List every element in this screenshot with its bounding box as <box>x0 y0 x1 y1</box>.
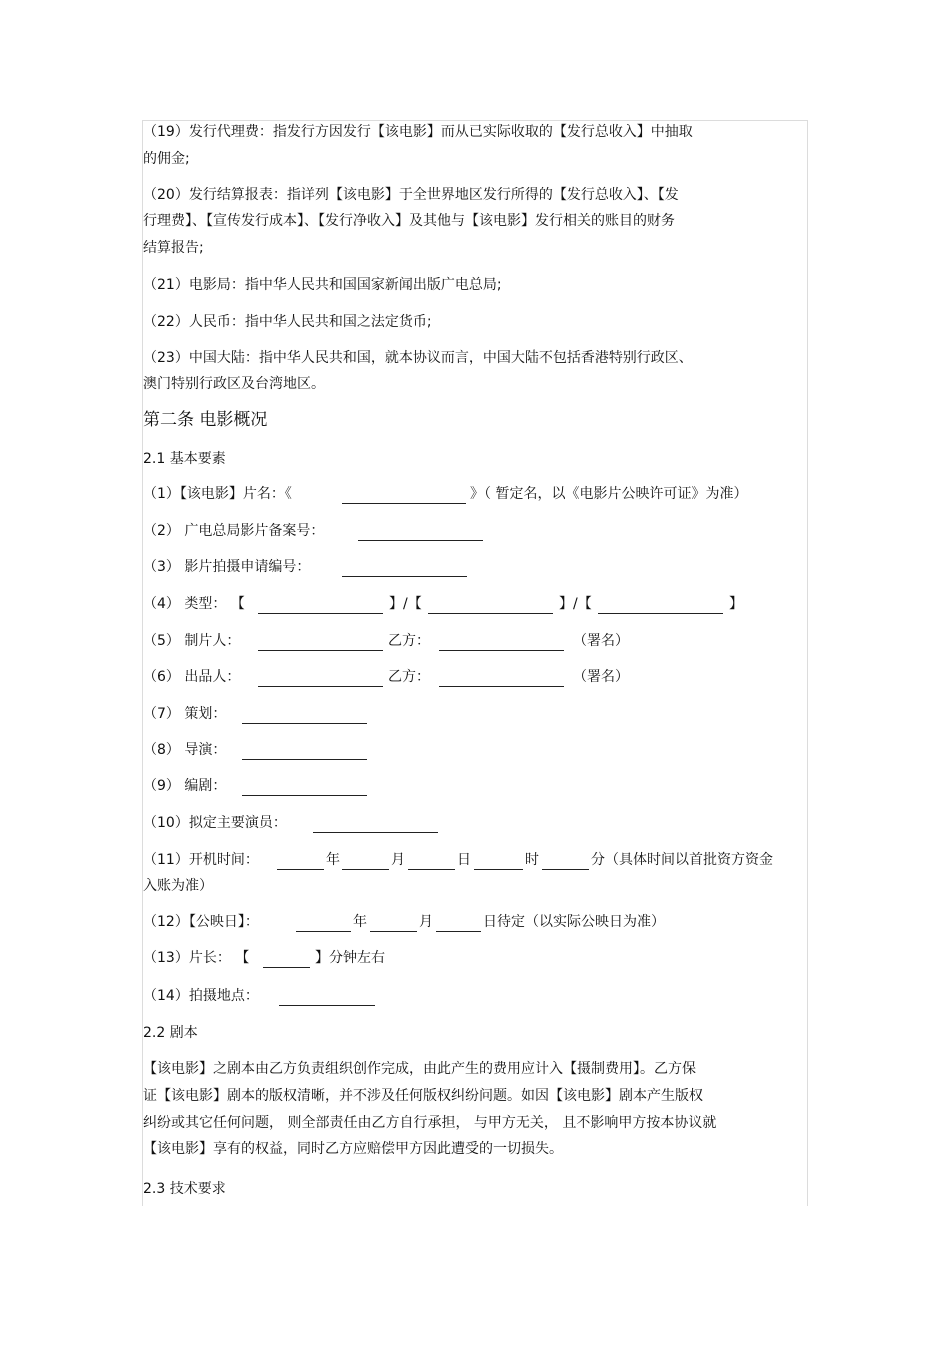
item-3-blank[interactable] <box>342 576 467 577</box>
item-10-blank[interactable] <box>313 832 438 833</box>
item-4-blank-1[interactable] <box>258 613 383 614</box>
section-2-3-heading: 2.3 技术要求 <box>143 1181 226 1197</box>
item-11-label: （11）开机时间： <box>143 852 259 868</box>
item-12-month-blank[interactable] <box>370 931 417 932</box>
item-2-label: （2） 广电总局影片备案号： <box>143 523 325 539</box>
item-10-label: （10）拟定主要演员： <box>143 815 287 831</box>
def-19-line1: （19）发行代理费：指发行方因发行【该电影】而从已实际收取的【发行总收入】中抽取 <box>143 124 693 140</box>
item-11-month-blank[interactable] <box>342 869 389 870</box>
item-11-note: 入账为准） <box>143 878 213 894</box>
def-20-line3: 结算报告; <box>143 240 204 256</box>
item-11-year-blank[interactable] <box>277 869 324 870</box>
item-7-blank[interactable] <box>242 723 367 724</box>
item-4-sep-2: 】/【 <box>559 596 592 612</box>
item-11-hour: 时 <box>525 852 539 868</box>
def-20-line1: （20）发行结算报表：指详列【该电影】于全世界地区发行所得的【发行总收入】、【发 <box>143 187 679 203</box>
item-6-blank-2[interactable] <box>439 686 564 687</box>
item-11-year: 年 <box>326 852 340 868</box>
item-14-label: （14）拍摄地点： <box>143 988 259 1004</box>
item-5-label: （5） 制片人： <box>143 633 241 649</box>
item-6-blank-1[interactable] <box>258 686 383 687</box>
item-12-year: 年 <box>353 914 367 930</box>
script-para-line4: 【该电影】享有的权益，同时乙方应赔偿甲方因此遭受的一切损失。 <box>143 1141 563 1157</box>
item-9-blank[interactable] <box>242 795 367 796</box>
item-13-blank[interactable] <box>263 967 310 968</box>
item-5-party-b: 乙方： <box>388 633 430 649</box>
item-12-month: 月 <box>419 914 433 930</box>
script-para-line3: 纠纷或其它任何问题， 则全部责任由乙方自行承担， 与甲方无关， 且不影响甲方按本协议就 <box>143 1115 717 1131</box>
item-1-blank[interactable] <box>342 503 466 504</box>
item-4-label: （4） 类型： 【 <box>143 596 245 612</box>
item-6-party-b: 乙方： <box>388 669 430 685</box>
def-23-line1: （23）中国大陆：指中华人民共和国，就本协议而言，中国大陆不包括香港特别行政区、 <box>143 350 693 366</box>
item-9-label: （9） 编剧： <box>143 778 227 794</box>
item-1-label: （1）【该电影】片名：《 <box>143 486 292 502</box>
item-12-year-blank[interactable] <box>296 931 351 932</box>
item-5-blank-1[interactable] <box>258 650 383 651</box>
def-23-line2: 澳门特别行政区及台湾地区。 <box>143 376 325 392</box>
item-8-blank[interactable] <box>242 759 367 760</box>
item-12-day-blank[interactable] <box>436 931 481 932</box>
item-4-close: 】 <box>729 596 743 612</box>
item-4-blank-2[interactable] <box>428 613 553 614</box>
def-21: （21）电影局：指中华人民共和国国家新闻出版广电总局; <box>143 277 502 293</box>
def-19-line2: 的佣金; <box>143 151 190 167</box>
item-11-day-blank[interactable] <box>408 869 455 870</box>
item-11-hour-blank[interactable] <box>474 869 523 870</box>
item-7-label: （7） 策划： <box>143 706 227 722</box>
item-4-blank-3[interactable] <box>598 613 723 614</box>
item-5-signed: （署名） <box>573 633 629 649</box>
item-3-label: （3） 影片拍摄申请编号： <box>143 559 311 575</box>
item-6-signed: （署名） <box>573 669 629 685</box>
item-12-day: 日待定（以实际公映日为准） <box>483 914 665 930</box>
item-6-label: （6） 出品人： <box>143 669 241 685</box>
item-14-blank[interactable] <box>279 1005 375 1006</box>
item-13-label: （13）片长： 【 <box>143 950 250 966</box>
script-para-line1: 【该电影】之剧本由乙方负责组织创作完成，由此产生的费用应计入【摄制费用】。乙方保 <box>143 1061 696 1077</box>
item-1-note: 》（ 暂定名，以《电影片公映许可证》为准） <box>470 486 748 502</box>
def-20-line2: 行理费】、【宣传发行成本】、【发行净收入】及其他与【该电影】发行相关的账目的财务 <box>143 213 675 229</box>
item-12-label: （12）【公映日】： <box>143 914 259 930</box>
item-4-sep-1: 】/【 <box>389 596 422 612</box>
item-11-day: 日 <box>457 852 471 868</box>
item-8-label: （8） 导演： <box>143 742 227 758</box>
item-11-minute: 分（具体时间以首批资方资金 <box>591 852 773 868</box>
item-11-minute-blank[interactable] <box>542 869 589 870</box>
script-para-line2: 证【该电影】剧本的版权清晰，并不涉及任何版权纠纷问题。如因【该电影】剧本产生版权 <box>143 1088 703 1104</box>
def-22: （22）人民币：指中华人民共和国之法定货币; <box>143 314 432 330</box>
item-2-blank[interactable] <box>358 540 483 541</box>
item-11-month: 月 <box>391 852 405 868</box>
item-13-unit: 】分钟左右 <box>315 950 385 966</box>
item-5-blank-2[interactable] <box>439 650 564 651</box>
section-2-1-heading: 2.1 基本要素 <box>143 451 226 467</box>
article-2-heading: 第二条 电影概况 <box>143 410 268 430</box>
section-2-2-heading: 2.2 剧本 <box>143 1025 198 1041</box>
